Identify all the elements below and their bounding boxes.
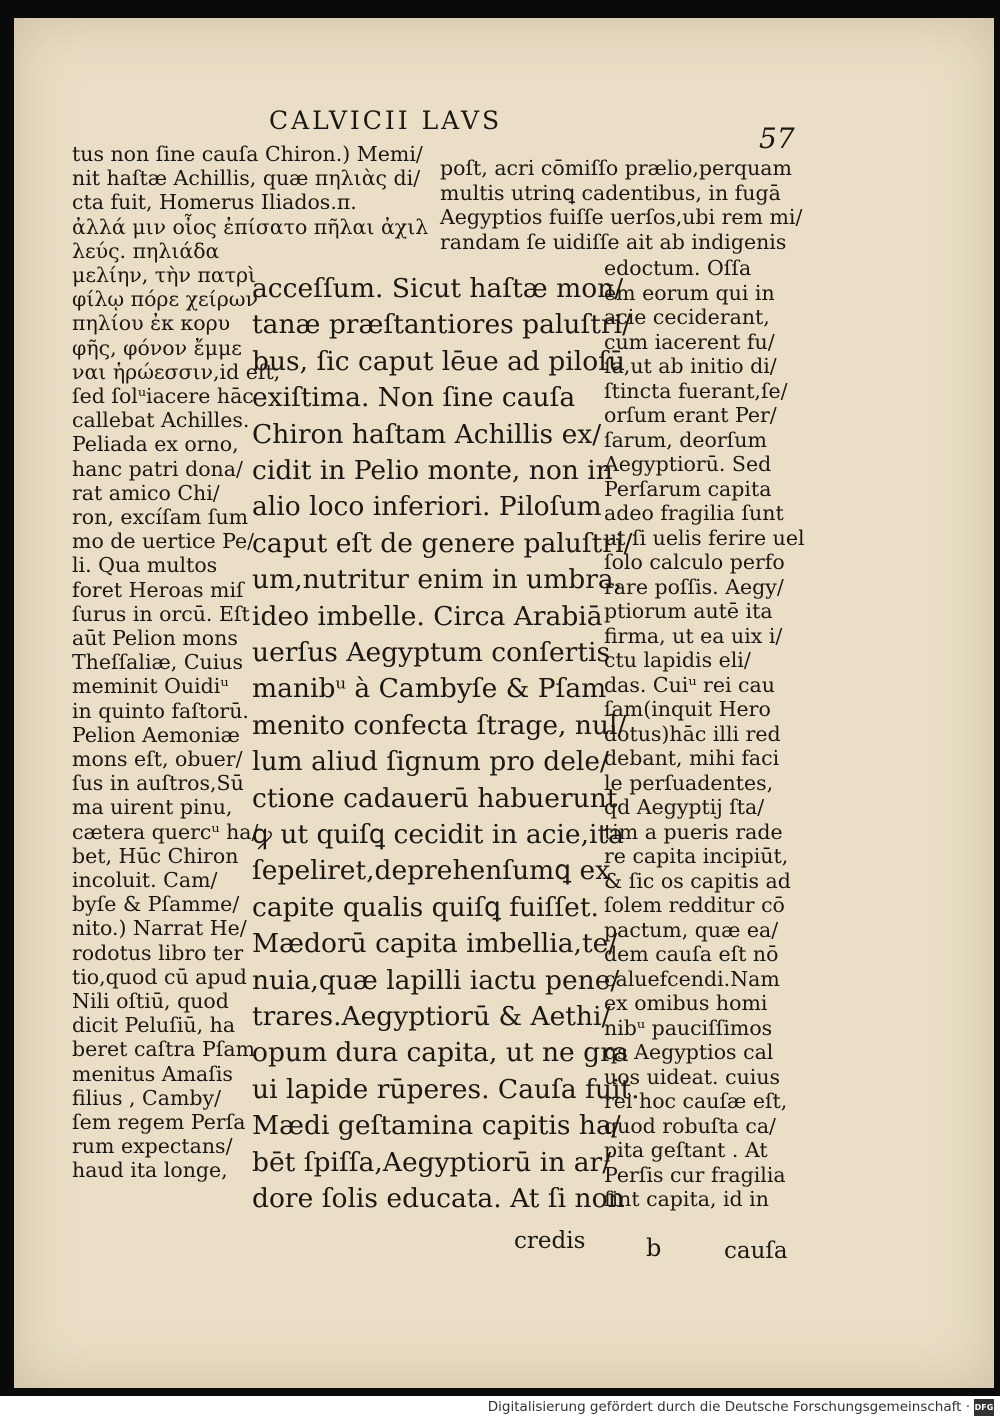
text-line: poſt, acri cōmiſſo prælio,perquam: [440, 156, 792, 180]
text-line: dotus)hāc illi red: [604, 721, 781, 746]
text-line: mons eſt, obuer/: [72, 747, 243, 771]
text-line: ſolem redditur cō: [604, 893, 785, 917]
text-line: callebat Achilles.: [72, 408, 250, 433]
text-line: uerſus Aegyptum conſertis: [252, 637, 611, 668]
text-line: cum iacerent fu/: [604, 329, 775, 354]
catchword-middle: credis: [514, 1228, 586, 1254]
text-line: ἀλλά μιν οἶος ἐπίσατο πῆλαι ἀχιλ: [72, 214, 429, 239]
text-line: ma uirent pinu,: [72, 795, 233, 820]
text-line: adeo fragilia ſunt: [604, 501, 784, 525]
text-line: pactum, quæ ea/: [604, 917, 779, 942]
text-line: μελίην, τὴν πατρὶ: [72, 263, 257, 287]
text-line: mo de uertice Pe/: [72, 529, 255, 554]
text-line: nito.) Narrat He/: [72, 916, 247, 941]
text-line: menitus Amaſis: [72, 1061, 233, 1086]
text-line: bus, ſic caput lēue ad piloſū: [252, 345, 626, 377]
text-line: ui lapide rūperes. Cauſa fuit.: [252, 1073, 640, 1105]
text-line: tanæ præſtantiores paluſtri/: [252, 309, 631, 341]
text-line: byſe & Pſamme/: [72, 892, 240, 917]
text-line: caluefcendi.Nam: [604, 966, 780, 991]
text-line: um,nutritur enim in umbra,: [252, 564, 623, 596]
text-line: ꝙ ut quiſꝗ cecidit in acie,ita: [252, 819, 624, 850]
text-line: & ſic os capitis ad: [604, 868, 791, 893]
text-line: πηλίου ἐκ κορυ: [72, 311, 231, 336]
text-line: exiſtima. Non ſine cauſa: [252, 382, 576, 414]
text-line: incoluit. Cam/: [72, 868, 218, 892]
text-line: rat amico Chi/: [72, 480, 220, 505]
text-line: rum expectans/: [72, 1134, 233, 1159]
text-line: randam ſe uidiſſe ait ab indigenis: [440, 229, 787, 254]
page-number: 57: [759, 122, 795, 155]
text-line: ideo imbelle. Circa Arabiā: [252, 600, 603, 632]
text-line: ναι ἡρώεσσιν,id eſt,: [72, 359, 281, 384]
text-line: ēm eorum qui in: [604, 280, 775, 305]
text-line: in quinto faſtorū.: [72, 698, 249, 723]
text-line: filius , Camby/: [72, 1085, 222, 1110]
text-line: das. Cuiᵘ rei cau: [604, 672, 775, 697]
text-line: ron, excíſam ſum: [72, 505, 249, 529]
text-line: manibᵘ à Cambyſe & Pſam: [252, 673, 607, 705]
text-line: opum dura capita, ut ne gra: [252, 1037, 629, 1069]
text-line: acceſſum. Sicut haſtæ mon/: [252, 273, 624, 304]
text-line: ctu lapidis eli/: [604, 648, 751, 672]
text-line: ſepeliret,deprehenſumꝗ ex: [252, 855, 611, 887]
text-line: λεύς. πηλιάδα: [72, 238, 220, 263]
text-line: ſint capita, id in: [604, 1187, 769, 1211]
text-line: quod robuſta ca/: [604, 1113, 776, 1138]
text-line: ſtincta fuerant,ſe/: [604, 378, 788, 403]
text-line: φίλῳ πόρε χείρων: [72, 287, 258, 312]
text-line: Perſis cur fragilia: [604, 1162, 786, 1187]
funding-notice: Digitalisierung gefördert durch die Deutsche Forschungsgemeinschaft ·: [487, 1399, 970, 1415]
text-line: menito confecta ſtrage, nul/: [252, 709, 627, 741]
text-line: cta fuit, Homerus Iliados.π.: [72, 190, 357, 215]
text-line: ex omibus homi: [604, 991, 768, 1015]
text-line: Mædi geſtamina capitis ha/: [252, 1110, 621, 1142]
text-line: Perſarum capita: [604, 476, 772, 501]
text-line: Chiron haſtam Achillis ex/: [252, 418, 602, 450]
text-line: tio,quod cū apud: [72, 964, 247, 989]
text-line: cidit in Pelio monte, non in: [252, 455, 613, 486]
text-line: multis utrinꝗ cadentibus, in fugā: [440, 180, 781, 205]
text-line: Aegyptios fuiſſe uerſos,ubi rem mi/: [440, 205, 803, 229]
text-line: firma, ut ea uix i/: [604, 623, 783, 648]
text-line: Pelion Aemoniæ: [72, 722, 240, 747]
text-line: lum aliud ſignum pro dele/: [252, 746, 609, 778]
catchword-right: cauſa: [724, 1238, 788, 1264]
signature-mark: b: [646, 1234, 662, 1262]
text-line: Mædorū capita imbellia,te/: [252, 928, 618, 960]
text-line: ſurus in orcū. Eſt: [72, 601, 250, 626]
text-line: capite qualis quiſꝗ fuiſſet.: [252, 891, 599, 923]
text-line: Peliada ex orno,: [72, 432, 239, 457]
text-line: rodotus libro ter: [72, 940, 244, 965]
text-line: ſed ſolᵘiacere hāc: [72, 384, 254, 408]
text-line: aūt Pelion mons: [72, 626, 238, 650]
text-line: orſum erant Per/: [604, 403, 777, 427]
text-line: beret caſtra Pſam: [72, 1037, 256, 1062]
text-line: uos uideat. cuius: [604, 1064, 781, 1089]
text-line: ctione cadauerū habuerunt: [252, 782, 618, 814]
text-line: cætera quercᵘ ha/: [72, 819, 259, 844]
text-line: bēt ſpiſſa,Aegyptiorū in ar/: [252, 1146, 612, 1178]
text-line: φῆς, φόνον ἔμμε: [72, 335, 242, 360]
text-line: ſem regem Perſa: [72, 1110, 246, 1134]
text-line: ut ſi uelis ferire uel: [604, 525, 805, 550]
text-line: le perſuadentes,: [604, 770, 774, 795]
text-line: qd Aegyptij ſta/: [604, 795, 765, 819]
text-line: dicit Peluſiū, ha: [72, 1013, 236, 1038]
text-line: meminit Ouidiᵘ: [72, 674, 229, 699]
footer-bar: [0, 1396, 1000, 1420]
text-line: tus non ſine cauſa Chiron.) Memi/: [72, 142, 423, 166]
text-line: rare poſſis. Aegy/: [604, 574, 784, 599]
text-line: ſolo calculo perfo: [604, 550, 785, 574]
text-line: ſus in auſtros,Sū: [72, 771, 244, 796]
text-line: hanc patri dona/: [72, 456, 243, 481]
text-line: ptiorum autē ita: [604, 599, 773, 623]
text-line: ſa,ut ab initio di/: [604, 354, 777, 378]
text-line: edoctum. Oſſa: [604, 256, 752, 280]
running-head: CALVICII LAVS: [269, 106, 503, 135]
text-line: ſarum, deorſum: [604, 427, 767, 452]
text-line: dore ſolis educata. At ſi non: [252, 1183, 625, 1214]
text-line: alio loco inferiori. Piloſum: [252, 491, 602, 523]
text-line: Nili oſtiū, quod: [72, 989, 229, 1013]
text-line: Theſſaliæ, Cuius: [72, 650, 243, 675]
text-line: acie ceciderant,: [604, 305, 770, 329]
text-line: bet, Hūc Chiron: [72, 843, 239, 868]
book-page: [14, 18, 994, 1388]
text-line: trares.Aegyptiorū & Aethi/: [252, 1001, 611, 1032]
text-line: nit haſtæ Achillis, quæ πηλιὰς di/: [72, 166, 421, 191]
text-line: nibᵘ pauciſſimos: [604, 1015, 773, 1040]
text-line: dem cauſa eſt nō: [604, 942, 779, 966]
text-line: re capita incipiūt,: [604, 844, 789, 868]
text-line: Aegyptiorū. Sed: [604, 452, 772, 476]
text-line: nuia,quæ lapilli iactu pene/: [252, 964, 620, 996]
text-line: debant, mihi faci: [604, 746, 780, 770]
text-line: tim a pueris rade: [604, 819, 783, 844]
text-line: haud ita longe,: [72, 1158, 228, 1183]
text-line: rei hoc cauſæ eſt,: [604, 1089, 788, 1113]
text-line: qs Aegyptios cal: [604, 1040, 774, 1064]
text-line: pita geſtant . At: [604, 1138, 768, 1162]
dfg-logo: DFG: [974, 1399, 994, 1416]
text-line: foret Heroas miſ: [72, 577, 244, 602]
text-line: caput eſt de genere paluſtri/: [252, 527, 633, 559]
text-line: li. Qua multos: [72, 553, 218, 578]
text-line: ſam(inquit Hero: [604, 697, 771, 721]
